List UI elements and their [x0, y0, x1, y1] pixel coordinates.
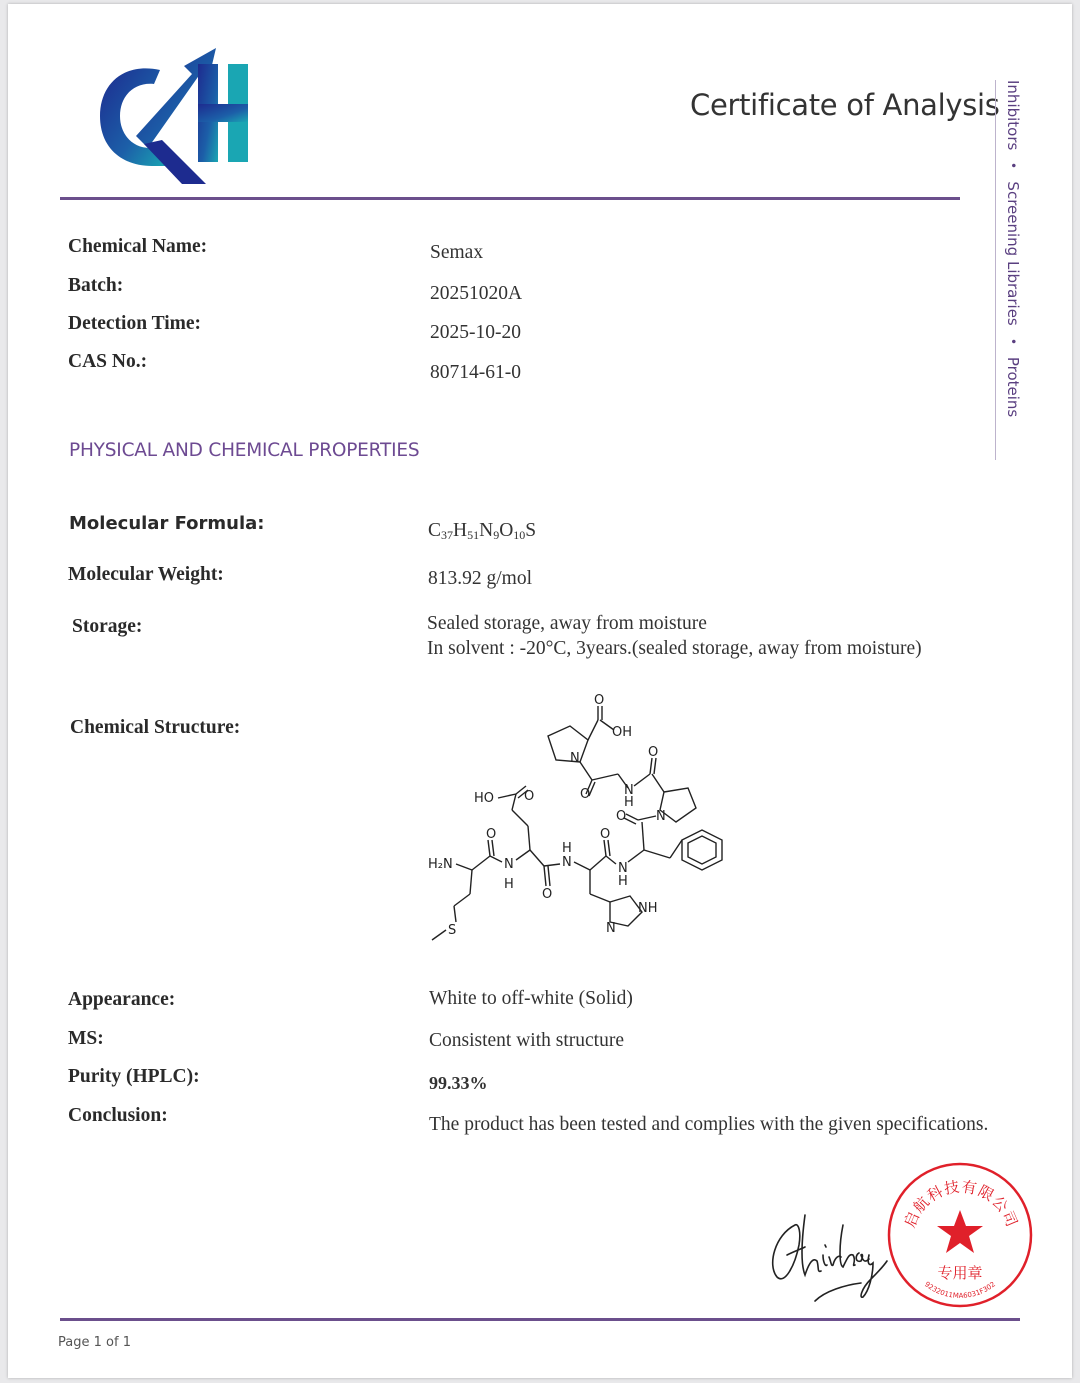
svg-text:NH: NH: [638, 901, 658, 916]
svg-text:O: O: [580, 787, 591, 802]
cas-value: 80714-61-0: [430, 362, 521, 383]
svg-text:H: H: [562, 841, 572, 856]
svg-text:H: H: [504, 877, 514, 892]
page-total: 1: [122, 1335, 131, 1350]
svg-text:H₂N: H₂N: [428, 857, 453, 872]
purity-label: Purity (HPLC):: [68, 1066, 200, 1087]
svg-text:O: O: [648, 745, 659, 760]
signature: [765, 1205, 890, 1310]
svg-text:N: N: [504, 857, 514, 872]
company-seal: [885, 1160, 1035, 1310]
structure-label: Chemical Structure:: [70, 717, 241, 738]
bullet-icon: •: [1006, 337, 1020, 345]
seal-center-text: 专用章: [937, 1264, 983, 1282]
svg-text:OH: OH: [612, 725, 633, 740]
page-of: of: [106, 1335, 119, 1350]
appearance-value: White to off-white (Solid): [429, 988, 633, 1009]
svg-text:H: H: [624, 795, 634, 810]
side-tag-inhibitors: Inhibitors: [1004, 80, 1022, 151]
side-tag-screening: Screening Libraries: [1004, 181, 1022, 326]
weight-value: 813.92 g/mol: [428, 568, 533, 589]
svg-text:N: N: [570, 751, 580, 766]
purity-value: 99.33%: [429, 1073, 488, 1093]
svg-text:H: H: [618, 874, 628, 889]
svg-text:O: O: [616, 809, 627, 824]
conclusion-label: Conclusion:: [68, 1105, 168, 1126]
formula-value: [428, 520, 536, 543]
formula-label: Molecular Formula:: [69, 513, 265, 534]
svg-text:N: N: [618, 861, 628, 876]
cas-label: CAS No.:: [68, 351, 148, 372]
svg-text:O: O: [486, 827, 497, 842]
page-label: Page: [58, 1335, 90, 1350]
document-title: Certificate of Analysis: [690, 88, 1000, 122]
svg-text:S: S: [448, 923, 457, 938]
svg-text:N: N: [624, 783, 634, 798]
svg-text:N: N: [606, 921, 616, 936]
detection-time-value: 2025-10-20: [430, 322, 521, 343]
svg-text:O: O: [594, 693, 605, 708]
svg-text:N: N: [562, 855, 572, 870]
weight-label: Molecular Weight:: [68, 564, 224, 585]
header-divider: [60, 197, 960, 200]
seal-text: 启航科技有限公司: [900, 1177, 1022, 1231]
storage-line-2: In solvent : -20°C, 3years.(sealed storage, away from moisture): [427, 638, 922, 659]
detection-time-label: Detection Time:: [68, 313, 202, 334]
page-current: 1: [93, 1335, 102, 1350]
chemical-name-value: Semax: [430, 242, 484, 263]
svg-text:9232011MA6031F302: 9232011MA6031F302: [923, 1280, 997, 1300]
svg-text:O: O: [524, 789, 535, 804]
company-logo: [96, 44, 252, 186]
ms-label: MS:: [68, 1028, 104, 1049]
appearance-label: Appearance:: [68, 989, 176, 1010]
side-tag-proteins: Proteins: [1004, 356, 1022, 418]
storage-line-1: Sealed storage, away from moisture: [427, 613, 707, 634]
conclusion-value: The product has been tested and complies with the given specifications.: [429, 1114, 989, 1135]
bullet-icon: •: [1006, 162, 1020, 170]
svg-text:N: N: [656, 809, 666, 824]
formula-text: $C_{37}H_{51}N_9O_{10}S$: [428, 520, 537, 542]
page-footer: [58, 1335, 131, 1350]
svg-text:O: O: [542, 887, 553, 902]
storage-label: Storage:: [72, 616, 143, 637]
ms-value: Consistent with structure: [429, 1030, 624, 1051]
footer-divider: [60, 1318, 1020, 1321]
side-tags: [1004, 80, 1022, 417]
batch-label: Batch:: [68, 275, 124, 296]
svg-text:HO: HO: [474, 791, 495, 806]
chemical-name-label: Chemical Name:: [68, 236, 208, 257]
chemical-structure-image: [420, 690, 740, 950]
svg-text:O: O: [600, 827, 611, 842]
batch-value: 20251020A: [430, 283, 523, 304]
section-title: PHYSICAL AND CHEMICAL PROPERTIES: [69, 440, 420, 461]
